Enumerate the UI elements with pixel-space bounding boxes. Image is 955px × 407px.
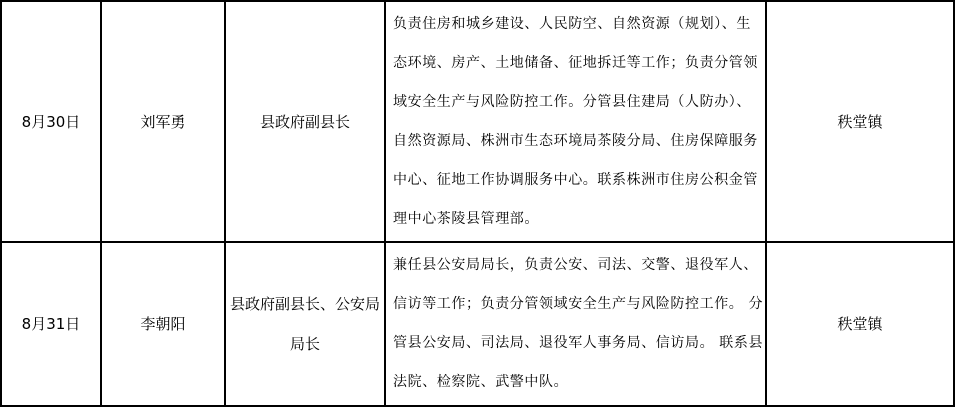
duties-cell (386, 243, 767, 405)
duty-line: 域安全生产与风险防控工作。分管县住建局（人防办）、 (393, 93, 751, 110)
duty-line: 法院、检察院、武警中队。 (393, 374, 569, 390)
position-cell: 县政府副县长、公安局局长 (226, 243, 386, 405)
name-cell: 刘军勇 (102, 2, 226, 241)
position-cell: 县政府副县长 (226, 2, 386, 241)
duties-cell (386, 2, 767, 241)
duty-line: 理中心茶陵县管理部。 (393, 210, 539, 227)
duty-line: 自然资源局、株洲市生态环境局茶陵分局、住房保障服务 (393, 132, 758, 149)
duty-line: 态环境、房产、土地储备、征地拆迁等工作；负责分管领 (393, 54, 758, 71)
duty-line: 中心、征地工作协调服务中心。联系株洲市住房公积金管 (393, 171, 758, 188)
location-cell: 秩堂镇 (837, 112, 883, 131)
date-cell: 8月30日 (2, 2, 102, 241)
duty-line: 信访等工作；负责分管领域安全生产与风险防控工作。 分 (393, 296, 764, 312)
table-row (2, 243, 953, 405)
duty-line: 负责住房和城乡建设、人民防空、自然资源（规划）、生 (393, 15, 751, 32)
duty-line: 管县公安局、司法局、退役军人事务局、信访局。 联系县 (393, 335, 764, 351)
name-cell: 李朝阳 (102, 243, 226, 405)
location-cell: 秩堂镇 (837, 315, 883, 333)
table-row (2, 2, 953, 243)
duty-line: 兼任县公安局局长，负责公安、司法、交警、退役军人、 (393, 257, 758, 273)
date-cell: 8月31日 (2, 243, 102, 405)
